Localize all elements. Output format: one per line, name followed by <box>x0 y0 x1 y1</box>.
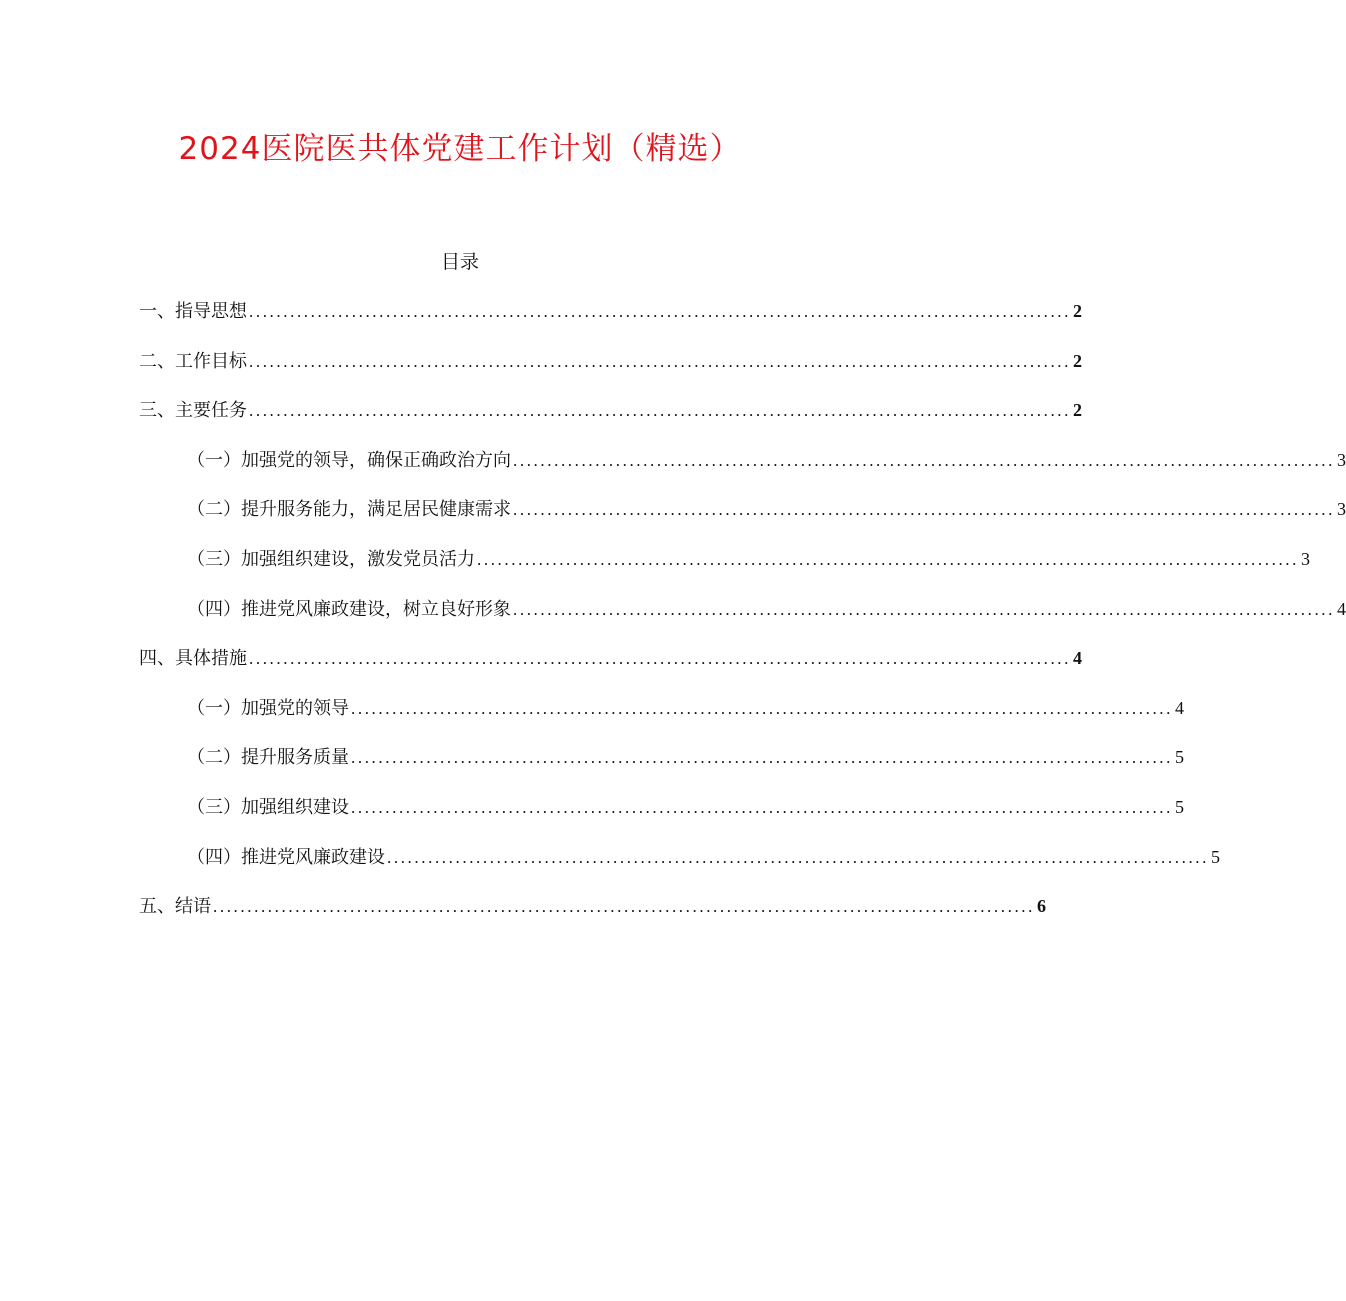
toc-entry[interactable] <box>139 891 1046 921</box>
toc-entry[interactable] <box>187 445 1346 475</box>
toc-entry[interactable] <box>187 494 1346 524</box>
toc-entry-page-number: 3 <box>1337 499 1346 520</box>
toc-entry-label: 一、指导思想 <box>139 301 247 322</box>
toc-entry-label: （三）加强组织建设，激发党员活力 <box>187 549 475 570</box>
toc-entry[interactable] <box>187 842 1220 872</box>
toc-dot-leader: ........................................................................................................................ <box>249 351 1071 371</box>
toc-entry-label: 四、具体措施 <box>139 648 247 670</box>
toc-heading: 目录 <box>440 251 479 273</box>
toc-entry-page-number: 5 <box>1175 747 1184 768</box>
toc-dot-leader: ........................................................................................................................ <box>387 847 1209 867</box>
toc-dot-leader: ........................................................................................................................ <box>249 401 1071 421</box>
toc-dot-leader: ........................................................................................................................ <box>213 897 1035 917</box>
toc-entry[interactable] <box>139 395 1082 425</box>
toc-entry-label: （三）加强组织建设 <box>187 797 349 818</box>
toc-entry-page-number: 3 <box>1337 449 1346 470</box>
toc-entry[interactable] <box>187 792 1184 822</box>
toc-entry[interactable] <box>139 346 1082 376</box>
toc-dot-leader: ........................................................................................................................ <box>477 550 1299 569</box>
toc-entry-label: （一）加强党的领导 <box>187 697 349 719</box>
toc-entry[interactable] <box>187 693 1184 723</box>
toc-entry[interactable] <box>187 742 1184 772</box>
toc-entry-page-number: 2 <box>1073 400 1082 421</box>
toc-entry-page-number: 3 <box>1301 549 1310 569</box>
toc-dot-leader: ........................................................................................................................ <box>249 302 1071 321</box>
toc-entry-page-number: 5 <box>1175 797 1184 817</box>
toc-entry-page-number: 2 <box>1073 350 1082 371</box>
toc-entry-label: 五、结语 <box>139 896 211 918</box>
toc-entry-label: （四）推进党风廉政建设，树立良好形象 <box>187 598 511 620</box>
toc-entry-label: （二）提升服务质量 <box>187 747 349 769</box>
toc-dot-leader: ........................................................................................................................ <box>351 698 1173 718</box>
toc-entry-label: （四）推进党风廉政建设 <box>187 846 385 868</box>
toc-dot-leader: ........................................................................................................................ <box>513 599 1335 619</box>
toc-entry[interactable] <box>187 594 1346 624</box>
toc-entry[interactable] <box>139 296 1082 326</box>
toc-entry-label: 二、工作目标 <box>139 350 247 372</box>
toc-entry-page-number: 2 <box>1073 301 1082 321</box>
toc-entry-label: （一）加强党的领导，确保正确政治方向 <box>187 449 511 471</box>
toc-dot-leader: ........................................................................................................................ <box>249 649 1071 669</box>
toc-dot-leader: ........................................................................................................................ <box>513 450 1335 470</box>
toc-entry-page-number: 6 <box>1037 896 1046 917</box>
toc-entry-page-number: 4 <box>1073 648 1082 669</box>
toc-entry-label: 三、主要任务 <box>139 400 247 422</box>
toc-entry[interactable] <box>139 643 1082 673</box>
document-title: 2024医院医共体党建工作计划（精选） <box>178 131 742 167</box>
toc-entry-page-number: 4 <box>1175 697 1184 718</box>
toc-dot-leader: ........................................................................................................................ <box>351 748 1173 768</box>
toc-dot-leader: ........................................................................................................................ <box>351 798 1173 817</box>
toc-entry-page-number: 5 <box>1211 846 1220 867</box>
toc-entry-page-number: 4 <box>1337 598 1346 619</box>
toc-dot-leader: ........................................................................................................................ <box>513 500 1335 520</box>
toc-entry-label: （二）提升服务能力，满足居民健康需求 <box>187 499 511 521</box>
toc-entry[interactable] <box>187 544 1310 574</box>
